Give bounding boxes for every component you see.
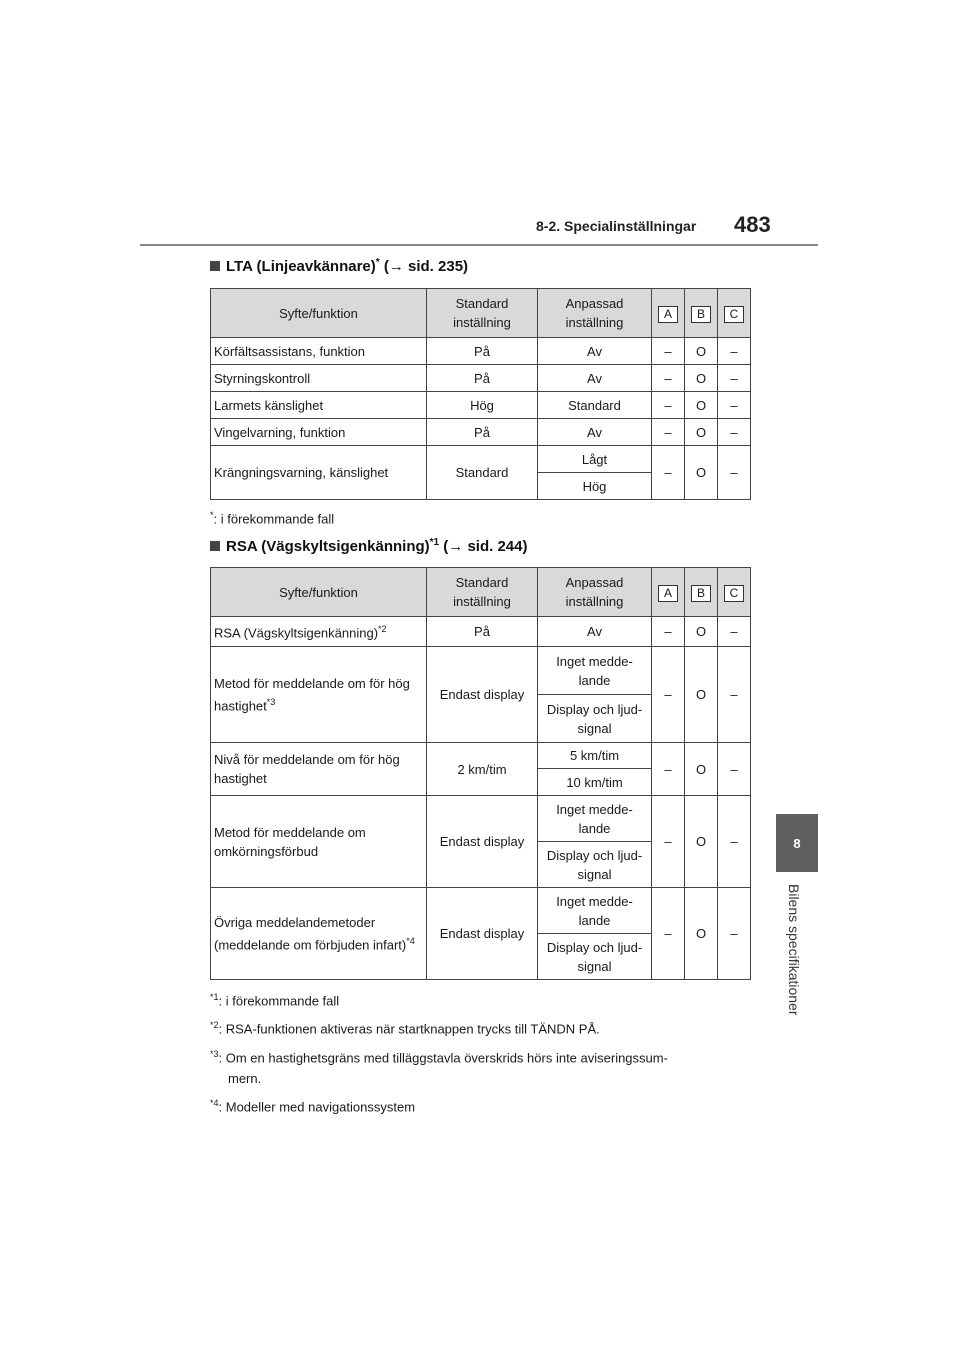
- row-custom: Display och ljud-signal: [538, 934, 652, 980]
- row-c: –: [718, 419, 751, 446]
- col-header-c: [718, 568, 751, 617]
- table-row: [211, 647, 751, 695]
- row-custom: Av: [538, 338, 652, 365]
- footnote-text: : RSA-funktionen aktiveras när startknappen trycks till TÄNDN PÅ.: [218, 1021, 600, 1037]
- lta-title: LTA (Linjeavkännare): [226, 258, 376, 275]
- chapter-label: Bilens specifikationer: [786, 884, 802, 1016]
- row-name: Vingelvarning, funktion: [211, 419, 427, 446]
- row-custom: Inget medde-lande: [538, 888, 652, 934]
- footnote-mark: *1: [210, 992, 219, 1002]
- row-standard: På: [427, 617, 538, 647]
- row-custom: Hög: [538, 473, 652, 500]
- box-b-icon: B: [691, 585, 711, 602]
- footnote: [210, 987, 750, 1011]
- row-custom: Av: [538, 419, 652, 446]
- rsa-title-sup: *1: [429, 537, 440, 548]
- row-name: [211, 617, 427, 647]
- row-name: Krängningsvarning, känslighet: [211, 446, 427, 500]
- row-standard: Endast display: [427, 888, 538, 980]
- row-standard: På: [427, 365, 538, 392]
- row-a: –: [652, 617, 685, 647]
- row-b: O: [685, 617, 718, 647]
- header-divider: [140, 244, 818, 246]
- footnote: [210, 1093, 750, 1117]
- rsa-heading: [210, 537, 527, 555]
- row-custom: Display och ljud-signal: [538, 695, 652, 743]
- row-c: –: [718, 743, 751, 796]
- col-header-function: Syfte/funktion: [211, 289, 427, 338]
- rsa-page-ref: (→ sid. 244): [443, 538, 528, 555]
- row-custom: Inget medde-lande: [538, 647, 652, 695]
- row-c: –: [718, 647, 751, 743]
- table-row: [211, 392, 751, 419]
- row-a: –: [652, 743, 685, 796]
- row-a: –: [652, 392, 685, 419]
- row-name: Körfältsassistans, funktion: [211, 338, 427, 365]
- section-title: 8-2. Specialinställningar: [536, 218, 697, 234]
- row-b: O: [685, 392, 718, 419]
- row-custom: 5 km/tim: [538, 743, 652, 769]
- page-number: 483: [734, 212, 771, 237]
- row-a: –: [652, 888, 685, 980]
- row-custom: Inget medde-lande: [538, 796, 652, 842]
- row-b: O: [685, 446, 718, 500]
- footnote-text: : Om en hastighetsgräns med tilläggstavla överskrids hörs inte aviseringssum-: [218, 1049, 668, 1065]
- table-row: [211, 365, 751, 392]
- row-custom: 10 km/tim: [538, 769, 652, 796]
- row-name: Larmets känslighet: [211, 392, 427, 419]
- row-b: O: [685, 338, 718, 365]
- col-header-c: [718, 289, 751, 338]
- row-name: [211, 888, 427, 980]
- row-standard: 2 km/tim: [427, 743, 538, 796]
- row-name: Nivå för meddelande om för hög hastighet: [211, 743, 427, 796]
- chapter-tab: 8: [776, 814, 818, 872]
- footnote-text: : i förekommande fall: [218, 993, 340, 1009]
- col-header-standard: Standard inställning: [427, 568, 538, 617]
- col-header-a: [652, 289, 685, 338]
- table-row: [211, 419, 751, 446]
- row-name-text: RSA (Vägskyltsigenkänning): [214, 625, 379, 641]
- row-name-text: Övriga meddelandemetoder (meddelande om förbjuden infart): [214, 914, 407, 953]
- row-b: O: [685, 743, 718, 796]
- table-row: [211, 338, 751, 365]
- footnote-mark: *2: [210, 1020, 219, 1031]
- rsa-footnotes: [210, 987, 750, 1117]
- col-header-a: [652, 568, 685, 617]
- row-standard: På: [427, 338, 538, 365]
- lta-table: [210, 288, 751, 500]
- table-row: [211, 888, 751, 934]
- row-b: O: [685, 888, 718, 980]
- row-b: O: [685, 796, 718, 888]
- lta-title-sup: *: [375, 257, 380, 268]
- row-custom: Av: [538, 365, 652, 392]
- row-standard: Hög: [427, 392, 538, 419]
- row-b: O: [685, 419, 718, 446]
- row-a: –: [652, 365, 685, 392]
- col-header-custom: Anpassad inställning: [538, 568, 652, 617]
- row-a: –: [652, 338, 685, 365]
- lta-page-ref: (→ sid. 235): [383, 258, 469, 275]
- footnote: [210, 1044, 750, 1089]
- row-b: O: [685, 647, 718, 743]
- col-header-function: Syfte/funktion: [211, 568, 427, 617]
- footnote-mark: *4: [210, 1097, 219, 1108]
- box-c-icon: C: [724, 306, 744, 323]
- square-bullet-icon: [210, 541, 220, 551]
- col-header-b: [685, 289, 718, 338]
- row-a: –: [652, 647, 685, 743]
- row-c: –: [718, 446, 751, 500]
- row-c: –: [718, 365, 751, 392]
- footnote: [210, 1015, 750, 1039]
- box-a-icon: A: [658, 306, 678, 323]
- table-row: [211, 446, 751, 473]
- row-name-text: Metod för meddelande om för hög hastighet: [214, 675, 410, 714]
- row-name: [211, 647, 427, 743]
- box-a-icon: A: [658, 585, 678, 602]
- row-a: –: [652, 446, 685, 500]
- lta-heading: [210, 257, 468, 275]
- row-c: –: [718, 888, 751, 980]
- lta-footnote: [210, 505, 750, 529]
- row-name-sup: *4: [406, 935, 415, 946]
- row-c: –: [718, 617, 751, 647]
- table-header-row: [211, 289, 751, 338]
- box-c-icon: C: [724, 585, 744, 602]
- footnote-text-cont: mern.: [228, 1070, 262, 1086]
- footnote-text: : i förekommande fall: [213, 511, 335, 527]
- footnote-mark: *: [210, 510, 214, 520]
- row-c: –: [718, 392, 751, 419]
- row-c: –: [718, 338, 751, 365]
- row-custom: Standard: [538, 392, 652, 419]
- row-a: –: [652, 419, 685, 446]
- table-row: [211, 617, 751, 647]
- row-b: O: [685, 365, 718, 392]
- rsa-table: [210, 567, 751, 980]
- box-b-icon: B: [691, 306, 711, 323]
- footnote-text: : Modeller med navigationssystem: [218, 1099, 416, 1115]
- row-name: Metod för meddelande om omkörningsförbud: [211, 796, 427, 888]
- row-standard: Standard: [427, 446, 538, 500]
- rsa-title: RSA (Vägskyltsigenkänning): [226, 538, 430, 555]
- row-name-sup: *3: [266, 696, 276, 707]
- row-name: Styrningskontroll: [211, 365, 427, 392]
- row-c: –: [718, 796, 751, 888]
- row-standard: På: [427, 419, 538, 446]
- table-header-row: [211, 568, 751, 617]
- square-bullet-icon: [210, 261, 220, 271]
- row-name-sup: *2: [378, 624, 387, 635]
- row-a: –: [652, 796, 685, 888]
- row-custom: Av: [538, 617, 652, 647]
- col-header-standard: Standard inställning: [427, 289, 538, 338]
- table-row: [211, 743, 751, 769]
- col-header-custom: Anpassad inställning: [538, 289, 652, 338]
- table-row: [211, 796, 751, 842]
- row-custom: Lågt: [538, 446, 652, 473]
- row-custom: Display och ljud-signal: [538, 842, 652, 888]
- footnote-mark: *3: [210, 1048, 219, 1059]
- row-standard: Endast display: [427, 647, 538, 743]
- row-standard: Endast display: [427, 796, 538, 888]
- col-header-b: [685, 568, 718, 617]
